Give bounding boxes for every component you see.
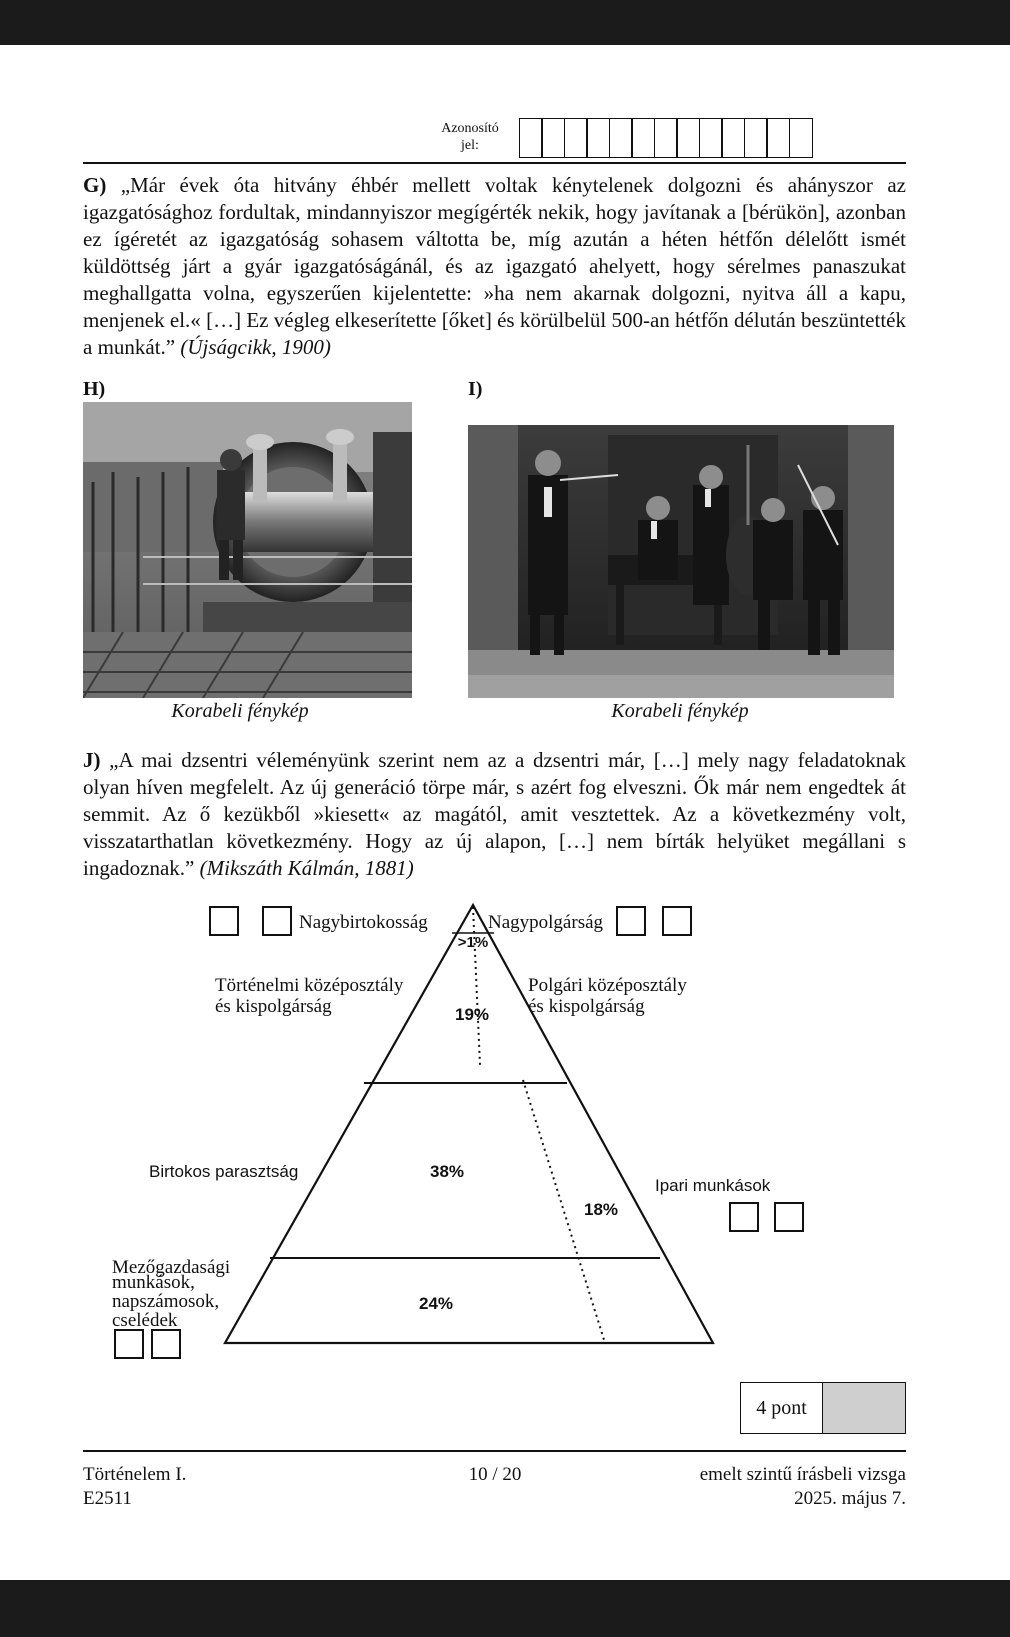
top-black-bar [0, 0, 1010, 45]
label-polgari-line2: és kispolgárság [528, 996, 645, 1017]
answer-box-2[interactable] [263, 907, 291, 935]
pct-top: >1% [457, 934, 489, 951]
footer-subject: Történelem I. [83, 1464, 187, 1485]
footer-right [606, 1463, 906, 1511]
photo-h-caption: Korabeli fénykép [171, 700, 309, 722]
section-h-label: H) [83, 378, 106, 400]
id-label-line2: jel: [461, 138, 479, 153]
id-box-cell[interactable] [721, 118, 745, 158]
answer-box-1[interactable] [210, 907, 238, 935]
id-label [430, 120, 510, 154]
answer-box-3[interactable] [617, 907, 645, 935]
section-j-paragraph [83, 747, 906, 882]
pct-bottom: 24% [418, 1294, 454, 1313]
id-boxes [520, 118, 813, 158]
id-box-cell[interactable] [564, 118, 588, 158]
section-j-source: (Mikszáth Kálmán, 1881) [199, 856, 414, 880]
label-mezo-line4: cselédek [112, 1310, 178, 1331]
label-ipari: Ipari munkások [655, 1176, 771, 1195]
label-mezo-line3: napszámosok, [112, 1291, 220, 1312]
score-box [740, 1382, 906, 1434]
id-box-cell[interactable] [654, 118, 678, 158]
dotted-line-upper [473, 907, 480, 1065]
section-g-paragraph [83, 172, 906, 361]
photo-i-caption: Korabeli fénykép [611, 700, 749, 722]
label-polgari-line1: Polgári középosztály [528, 975, 687, 996]
photo-i-musicians [468, 425, 894, 698]
score-entry-field[interactable] [823, 1383, 905, 1433]
social-pyramid-diagram [100, 895, 820, 1365]
label-tortenelmi-line2: és kispolgárság [215, 996, 332, 1017]
id-box-cell[interactable] [609, 118, 633, 158]
footer-left [83, 1463, 186, 1511]
bottom-black-bar [0, 1580, 1010, 1637]
footer-date: 2025. május 7. [794, 1488, 906, 1509]
photo-h-machinery [83, 402, 412, 698]
id-box-cell[interactable] [744, 118, 768, 158]
id-box-cell[interactable] [699, 118, 723, 158]
answer-box-6[interactable] [775, 1203, 803, 1231]
label-mezo-line2: munkások, [112, 1272, 195, 1293]
pyramid-outline [225, 905, 713, 1343]
pct-middle: 19% [454, 1005, 490, 1024]
section-g-label: G) [83, 173, 107, 197]
section-g-source: (Újságcikk, 1900) [180, 335, 331, 359]
label-nagypolgarsag: Nagypolgárság [488, 912, 604, 933]
footer-exam-type: emelt szintű írásbeli vizsga [699, 1464, 906, 1485]
id-box-cell[interactable] [766, 118, 790, 158]
id-box-cell[interactable] [676, 118, 700, 158]
footer-code: E2511 [83, 1488, 132, 1509]
answer-box-8[interactable] [152, 1330, 180, 1358]
id-box-cell[interactable] [519, 118, 543, 158]
label-tortenelmi-line1: Történelmi középosztály [215, 975, 404, 996]
machinery-photo-image [83, 402, 412, 698]
id-box-cell[interactable] [631, 118, 655, 158]
pct-ipari: 18% [583, 1200, 619, 1219]
id-label-line1: Azonosító [441, 121, 499, 136]
label-nagybirtokossag: Nagybirtokosság [299, 912, 428, 933]
musicians-photo-image [468, 425, 894, 698]
answer-box-4[interactable] [663, 907, 691, 935]
section-j-label: J) [83, 748, 101, 772]
footer-page-number: 10 / 20 [468, 1464, 522, 1485]
score-points-label: 4 pont [741, 1383, 823, 1433]
section-g-text: „Már évek óta hitvány éhbér mellett voltak kénytelenek dolgozni és ahányszor az igazgatósághoz fordultak, mindannyiszor megígérték nekik, hogy javítanak a [bérükön], azonban ez ígéretét az igazgatóság sohasem váltotta be, míg azután a héten hétfőn délelőtt ismét küldöttség járt a gyár igazgatóságánál, és az igazgató ahelyett, hogy sérelmes panaszukat meghallgatta volna, egyszerűen kijelentette: »ha nem akarnak dolgozni, nyitva áll a kapu, menjenek el.« […] Ez végleg elkeserítette [őket] és körülbelül 500-an hétfőn délután beszüntették a munkát.” [83, 173, 906, 359]
answer-box-7[interactable] [115, 1330, 143, 1358]
footer-rule [83, 1450, 906, 1452]
id-box-cell[interactable] [541, 118, 565, 158]
header-rule [83, 162, 906, 164]
section-i-label: I) [468, 378, 483, 400]
label-birtokos: Birtokos parasztság [149, 1162, 299, 1181]
id-box-cell[interactable] [586, 118, 610, 158]
answer-box-5[interactable] [730, 1203, 758, 1231]
label-mezo-line1: Mezőgazdasági [112, 1257, 231, 1278]
id-box-cell[interactable] [789, 118, 813, 158]
pct-birtokos: 38% [429, 1162, 465, 1181]
section-j-text: „A mai dzsentri véleményünk szerint nem az a dzsentri már, […] mely nagy feladatoknak olyan híven megfelelt. Az új generáció törpe már, s azért fog elveszni. Ők már nem engedtek át semmit. Az ő kezükből »kiesett« az magától, amit vesztettek. Az a következmény volt, visszatarthatlan következmény. Hogy az új alapon, […] nem bírták helyüket megállani s ingadoznak.” [83, 748, 907, 880]
